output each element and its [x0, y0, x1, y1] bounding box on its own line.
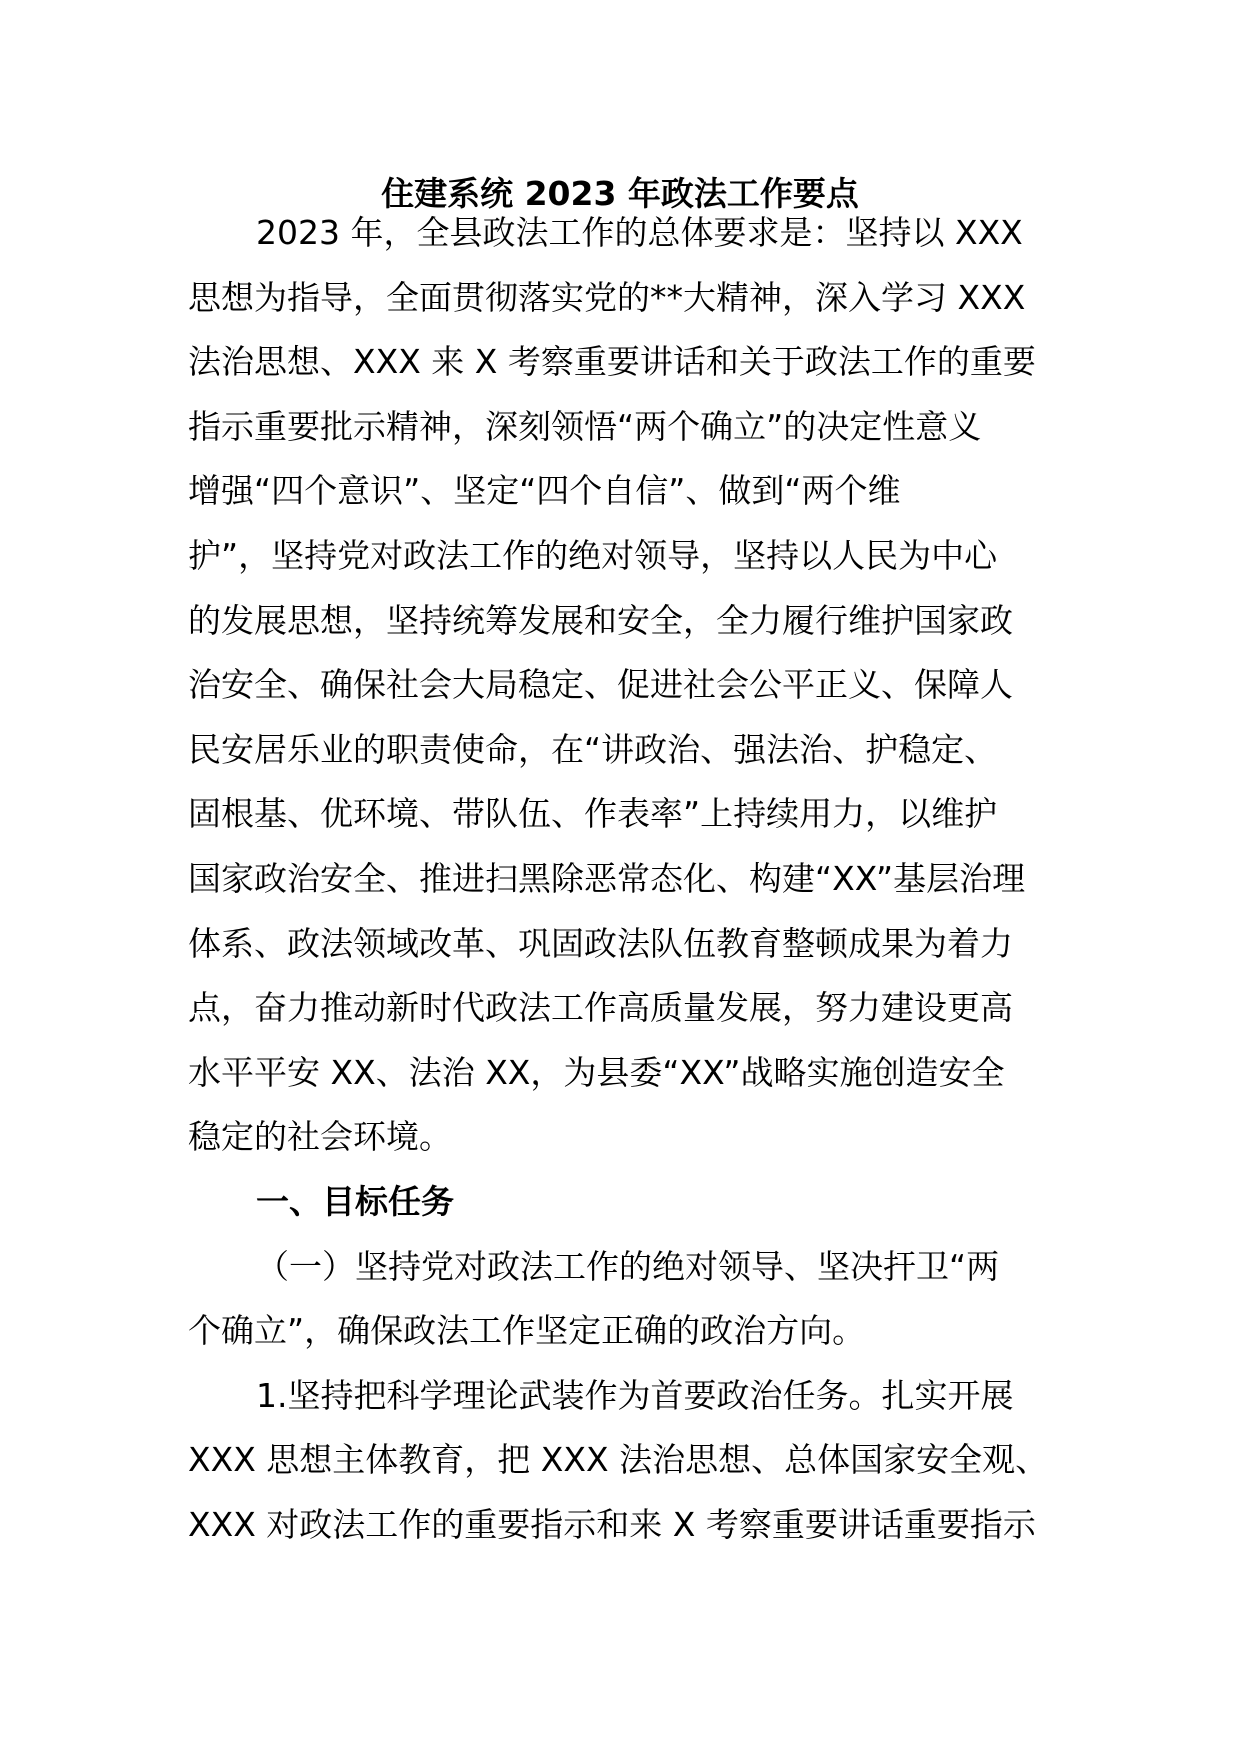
text-line: XXX 思想主体教育，把 XXX 法治思想、总体国家安全观、: [188, 1440, 1049, 1480]
text-line: 1.坚持把科学理论武装作为首要政治任务。扎实开展: [256, 1375, 1014, 1415]
text-line: 固根基、优环境、带队伍、作表率”上持续用力，以维护: [188, 794, 998, 834]
text-line: 治安全、确保社会大局稳定、促进社会公平正义、保障人: [188, 665, 1013, 705]
text-line: 个确立”，确保政法工作坚定正确的政治方向。: [188, 1311, 866, 1351]
text-line: XXX 对政法工作的重要指示和来 X 考察重要讲话重要指示: [188, 1504, 1036, 1544]
text-line: 思想为指导，全面贯彻落实党的**大精神，深入学习 XXX: [188, 277, 1026, 317]
text-line: 点，奋力推动新时代政法工作高质量发展，努力建设更高: [188, 988, 1013, 1028]
document-body: [188, 201, 1068, 1557]
item-paragraph: [188, 1364, 1068, 1558]
text-line: 稳定的社会环境。: [188, 1117, 452, 1157]
text-line: 护”，坚持党对政法工作的绝对领导，坚持以人民为中心: [188, 535, 998, 575]
section-heading: 一、目标任务: [256, 1181, 454, 1221]
text-line: 法治思想、XXX 来 X 考察重要讲话和关于政法工作的重要: [188, 342, 1036, 382]
text-line: （一）坚持党对政法工作的绝对领导、坚决扞卫“两: [256, 1246, 1000, 1286]
text-line: 国家政治安全、推进扫黑除恶常态化、构建“XX”基层治理: [188, 858, 1026, 898]
text-line: 的发展思想，坚持统筹发展和安全，全力履行维护国家政: [188, 600, 1013, 640]
text-line: 指示重要批示精神，深刻领悟“两个确立”的决定性意义: [188, 406, 982, 446]
text-line: 2023 年，全县政法工作的总体要求是：坚持以 XXX: [256, 213, 1023, 252]
intro-paragraph: [188, 201, 1068, 1170]
text-line: 水平平安 XX、法治 XX，为县委“XX”战略实施创造安全: [188, 1052, 1005, 1092]
text-line: 体系、政法领域改革、巩固政法队伍教育整顿成果为着力: [188, 923, 1013, 963]
text-line: 增强“四个意识”、坚定“四个自信”、做到“两个维: [188, 471, 901, 511]
subsection-paragraph: [188, 1235, 1068, 1364]
document-title: 住建系统 2023 年政法工作要点: [381, 174, 859, 213]
text-line: 民安居乐业的职责使命，在“讲政治、强法治、护稳定、: [188, 729, 998, 769]
